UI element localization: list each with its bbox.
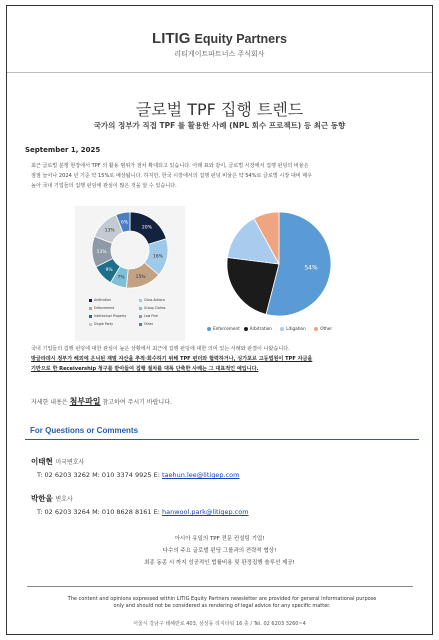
footer-divider — [27, 586, 413, 587]
legend-label: Enforcement — [94, 306, 115, 310]
legend-label: Arbitration — [94, 298, 112, 302]
legend-label: Single Party — [94, 322, 113, 326]
issue-date: September 1, 2025 — [25, 146, 101, 154]
slice-label: 13% — [96, 249, 107, 255]
legend-item — [89, 322, 113, 326]
legend-swatch — [89, 315, 92, 318]
legend-label: Law Firm — [144, 314, 159, 318]
legend-item — [139, 322, 153, 326]
page-title: 글로벌 TPF 집행 트렌드 — [135, 100, 304, 119]
legend-item — [280, 326, 306, 331]
legend-swatch — [139, 323, 142, 326]
newsletter-page — [6, 5, 433, 635]
email-link[interactable]: hanwool.park@litigep.com — [161, 508, 249, 516]
legend-item — [89, 306, 114, 310]
contact-card: 박한울 변호사 T: 02 6203 3264 M: 010 8628 8161 E: hanwool.park@litigep.com — [31, 494, 249, 516]
donut-chart — [75, 206, 185, 294]
legend-swatch — [139, 315, 142, 318]
legend-label: Intellectual Property — [94, 314, 127, 318]
brand-logo: LITIG Equity Partners — [152, 30, 287, 47]
legend-swatch — [280, 327, 284, 331]
questions-divider — [25, 439, 419, 440]
legend-item — [89, 314, 126, 318]
slice-label: 7% — [117, 275, 125, 281]
legend-item — [139, 314, 158, 318]
donut-chart-panel — [75, 206, 185, 341]
slice-label: 20% — [141, 225, 152, 231]
legend-swatch — [207, 327, 211, 331]
masthead — [7, 30, 432, 59]
company-pitch: 아시아 유일의 TPF 전문 컨설팅 기업! 다수의 주요 글로벌 펀딩 그룹과의 전략적 협상! 최종 동종 시 까지 성공적인 법률비용 및 판정집행 솔루션 제공! — [144, 536, 295, 566]
email-link[interactable]: taehun.lee@litigep.com — [161, 471, 240, 479]
legend-swatch — [244, 327, 248, 331]
legend-swatch — [139, 307, 142, 310]
slice-label: 16% — [152, 254, 163, 260]
slice-label: 15% — [135, 274, 146, 280]
header-divider — [7, 72, 432, 73]
legend-label: Arbitration — [249, 326, 272, 331]
legend-label: Class Actions — [144, 298, 166, 302]
brand-korean-name: 리티게이트파트너스 주식회사 — [174, 50, 265, 58]
contact-card: 이태현 미국변호사 T: 02 6203 3262 M: 010 3374 9925 E: taehun.lee@litigep.com — [31, 457, 240, 479]
questions-heading: For Questions or Comments — [30, 426, 139, 435]
legend-swatch — [89, 323, 92, 326]
pie-chart — [209, 209, 349, 339]
slice-label: 6% — [121, 220, 129, 226]
attachment-note: 자세한 내용은 첨부파일 참고하여 주시기 바랍니다. — [31, 397, 172, 406]
legend-item — [314, 326, 332, 331]
legend-item — [244, 326, 272, 331]
legend-swatch — [314, 327, 318, 331]
intro-paragraph: 최근 글로벌 분쟁 현장에서 TPF 의 활용 범위가 점차 확대되고 있습니다. 아래 표와 같이, 글로벌 시장에서 집행 펀딩의 비율은 점점 늘어나 2024 년 기준 약 15%로 예상됩니다. 하지만, 한국 시장에서의 집행 펀딩 비율은 약 54%로 글로벌 시장 대비 매우 높아 국내 기업들의 집행 펀딩에 관심이 많은 것을 알 수 있습니다. — [31, 163, 313, 189]
slice-label: 54% — [304, 264, 318, 272]
legend-swatch — [139, 299, 142, 302]
legend-item — [139, 298, 165, 302]
page-subtitle: 국가의 정부가 직접 TPF 를 활용한 사례 (NPL 회수 프로젝트) 등 최근 동향 — [93, 121, 346, 130]
findings-paragraph: 국내 기업들의 집행 펀딩에 대한 관심이 높은 상황에서 최근에 집행 펀딩에 대한 의미 있는 사례와 판결이 나왔습니다. 방글라데시 정부가 해외에 은닉된 재벌 자산을 추적·회수하기 위해 TPF 펀더와 협력하거나, 싱가포르 고등법원이 TPF 자금을 기반으로 한 Receivership 청구를 받아들여 집행 절차를 대폭 단축한 사례는 그 대표적인 예입니다. — [31, 346, 313, 372]
legend-item — [207, 326, 240, 331]
legend-label: Other — [320, 326, 333, 331]
legend-item — [139, 306, 165, 310]
slice-label: 13% — [104, 228, 115, 234]
legend-swatch — [89, 299, 92, 302]
legend-label: Group Claims — [144, 306, 166, 310]
legend-item — [89, 298, 111, 302]
legend-swatch — [89, 307, 92, 310]
attachment-link[interactable]: 첨부파일 — [69, 397, 101, 406]
office-address: 서울시 강남구 테헤란로 403, 삼성동 리지타워 16 층 / Tel. 02 6203 3260~4 — [133, 621, 306, 627]
legend-label: Enforcement — [213, 326, 240, 331]
legend-label: Other — [144, 322, 154, 326]
disclaimer: The content and opinions expressed within LITIG Equity Partners newsletter are provided for general informational purpose only and should not be considered as rendering of legal advice for any specific matter. — [67, 596, 377, 609]
slice-label: 9% — [105, 267, 113, 273]
legend-label: Litigation — [286, 326, 306, 331]
